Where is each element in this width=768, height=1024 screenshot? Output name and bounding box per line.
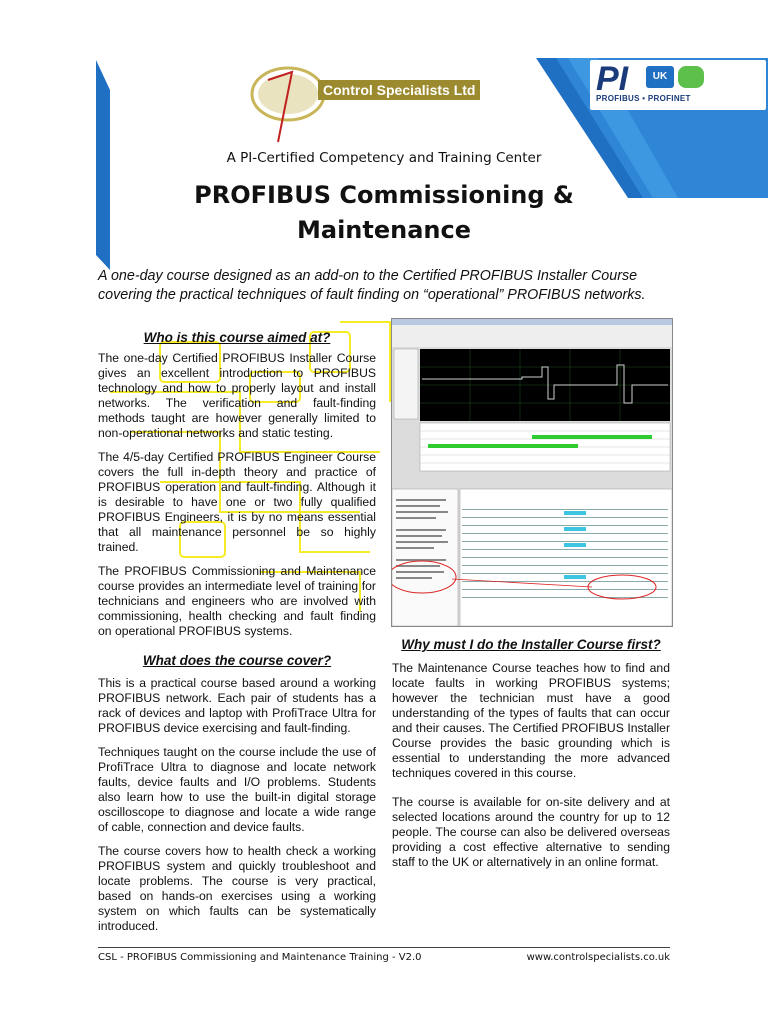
page-title bbox=[0, 178, 768, 248]
why-paragraph-1: The Maintenance Course teaches how to find and locate faults in working PROFIBUS systems; however the technician must have a good understanding of the types of faults that can occur and their causes. The Certified PROFIBUS Installer Course provides the basic grounding which is essential to understanding the more advanced techniques covered in this course. bbox=[392, 661, 670, 780]
footer-divider bbox=[98, 947, 670, 948]
heading-who: Who is this course aimed at? bbox=[143, 330, 331, 345]
tagline: A PI-Certified Competency and Training Center bbox=[226, 150, 542, 166]
profitrace-screenshot-image bbox=[392, 319, 672, 626]
control-specialists-logo-emblem bbox=[248, 62, 328, 147]
heading-why: Why must I do the Installer Course first? bbox=[401, 637, 661, 652]
footer-website-link[interactable]: www.controlspecialists.co.uk bbox=[526, 952, 670, 963]
cover-paragraph-2: Techniques taught on the course include the use of ProfiTrace Ultra to diagnose and locate network faults, device faults and I/O problems. Students also learn how to use the built-in digital storage oscilloscope to diagnose and locate a wide range of cable, connection and device faults. bbox=[98, 745, 376, 834]
who-paragraph-1: The one-day Certified PROFIBUS Installer Course gives an excellent introduction to PROFIBUS technology and how to properly layout and install networks. The verification and fault-finding methods taught are however generally limited to non-operational networks and static testing. bbox=[98, 351, 376, 440]
pi-subtitle: PROFIBUS • PROFINET bbox=[596, 94, 691, 103]
why-paragraph-2: The course is available for on-site delivery and at selected locations around the country for up to 12 people. The course can also be delivered overseas providing a cost effective alternative to sending staff to the UK or alternatively in an online format. bbox=[392, 795, 670, 869]
cover-paragraph-3: The course covers how to health check a working PROFIBUS system and quickly troubleshoot and locate problems. The course is very practical, based on hands-on exercises using a working system on which faults can be systematically introduced. bbox=[98, 844, 376, 933]
cover-paragraph-1: This is a practical course based around a working PROFIBUS network. Each pair of students has a rack of devices and laptop with ProfiTrace Ultra for PROFIBUS device exercising and fault-finding. bbox=[98, 676, 376, 735]
footer-document-title: CSL - PROFIBUS Commissioning and Maintenance Training - V2.0 bbox=[98, 952, 422, 963]
pi-uk-box: UK bbox=[646, 66, 674, 88]
pi-logo-text: PI bbox=[596, 60, 629, 98]
company-logo-text: Control Specialists Ltd bbox=[318, 80, 480, 100]
title-line-1: PROFIBUS Commissioning & bbox=[194, 181, 574, 209]
green-logo-box bbox=[678, 66, 704, 88]
who-paragraph-3: The PROFIBUS Commissioning and Maintenance course provides an intermediate level of training for technicians and engineers who are involved with commissioning, health checking and fault finding on operational PROFIBUS systems. bbox=[98, 564, 376, 638]
profitrace-screenshot bbox=[391, 318, 673, 627]
title-line-2: Maintenance bbox=[296, 216, 471, 244]
who-paragraph-2: The 4/5-day Certified PROFIBUS Engineer Course covers the full in-depth theory and practice of PROFIBUS operation and fault-finding. Although it is desirable to have one or two fully qualified PROFIBUS Engineers, it is by no means essential that all maintenance personnel be so highly trained. bbox=[98, 450, 376, 554]
intro-text: A one-day course designed as an add-on to the Certified PROFIBUS Installer Course covering the practical techniques of fault finding on “operational” PROFIBUS networks. bbox=[98, 268, 646, 303]
heading-cover: What does the course cover? bbox=[142, 653, 332, 668]
pi-uk-badge bbox=[590, 60, 766, 110]
